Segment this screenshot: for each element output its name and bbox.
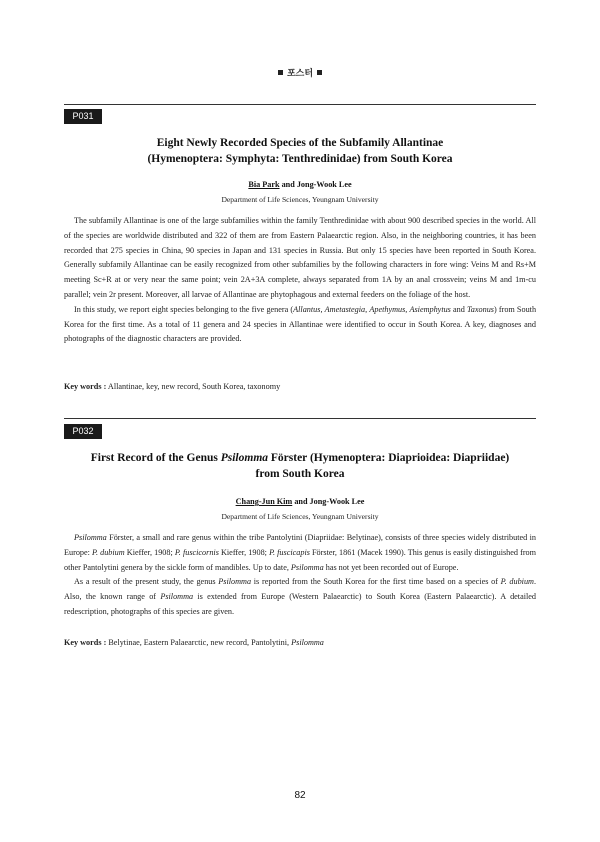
header-label: 포스터 <box>286 69 314 79</box>
presenting-author: Bia Park <box>248 180 280 189</box>
authors <box>64 497 536 506</box>
abstract <box>64 531 536 620</box>
poster-tag: P031 <box>64 109 102 124</box>
keywords-label: Key words : <box>64 382 107 391</box>
title-line: from South Korea <box>255 468 345 480</box>
poster-tag: P032 <box>64 424 102 439</box>
article-title <box>64 450 536 482</box>
keywords-label: Key words : <box>64 638 107 647</box>
affiliation: Department of Life Sciences, Yeungnam University <box>221 512 379 521</box>
co-author: and Jong-Wook Lee <box>292 497 365 506</box>
keywords <box>64 636 536 649</box>
keywords-text: Belytinae, Eastern Palaearctic, new record, Pantolytini, <box>108 638 292 647</box>
keywords-text: Allantinae, key, new record, South Korea, taxonomy <box>107 382 281 391</box>
title-line: First Record of the Genus Psilomma Förster (Hymenoptera: Diaprioidea: Diapriidae) <box>90 452 510 464</box>
title-line: Eight Newly Recorded Species of the Subfamily Allantinae <box>156 137 444 149</box>
authors <box>64 180 536 189</box>
genus-name: Apethymus <box>369 304 406 314</box>
genus-name: Ametastegia <box>324 304 366 314</box>
abstract-paragraph: In this study, we report eight species belonging to the five genera (Allantus, Ametastegia, Apethymus, Asiemphytus and Taxonus) from South Korea for the first time. As a total of 11 genera and 24 species in Allantinae were identified to occur in South Korea. A key, diagnoses and photographs of the diagnostic characters are provided. <box>64 304 537 344</box>
title-line: (Hymenoptera: Symphyta: Tenthredinidae) from South Korea <box>147 153 453 165</box>
abstract-paragraph: Psilomma Förster, a small and rare genus within the tribe Pantolytini (Diapriidae: Belytinae), consists of three species widely distributed in Europe: P. dubium Kieffer, 1908; P. fuscicornis Kieffer, 1908; P. fuscicapis Förster, 1861 (Macek 1990). This genus is easily distinguished from other Pantolytini genera by the sickle form of mandibles. Up to date, Psilomma has not yet been recorded out of Europe. <box>64 533 537 572</box>
square-bullet-icon <box>278 70 283 75</box>
section-divider <box>64 104 536 105</box>
genus-name: Allantus <box>293 304 321 314</box>
running-header <box>0 66 600 79</box>
genus-name: Taxonus <box>467 304 494 314</box>
square-bullet-icon <box>317 70 322 75</box>
genus-name: Asiemphytus <box>409 304 451 314</box>
abstract-paragraph: As a result of the present study, the genus Psilomma is reported from the South Korea for the first time based on a species of P. dubium. Also, the known range of Psilomma is extended from Europe (Western Palaearctic) to South Korea (Eastern Palaearctic). A detailed redescription, photographs of this species are given. <box>64 577 536 616</box>
keywords <box>64 380 536 393</box>
keyword-genus: Psilomma <box>291 638 324 647</box>
page-number: 82 <box>294 790 306 801</box>
abstract-paragraph: The subfamily Allantinae is one of the large subfamilies within the family Tenthredinidae with about 900 described species in the world. All of the species are worldwide distributed and 322 of them are from Eastern Palaearctic region. Also, in the neighboring countries, it has been recorded that 275 species in China, 90 species in Japan and 131 species in Russia. But only 15 species have been reported in South Korea. Generally subfamily Allantinae can be easily recognized from other subfamilies by the following characters in fore wing: Veins M and Rs+M meeting Sc+R at or very near the same point; vein 2A+3A complete, always separated from 1A by an anal crossvein; veins M and 1m-cu parallel; vein 2r present. Moreover, all larvae of Allantinae are phytophagous and external feeders on the foliage of the host. <box>64 216 536 299</box>
abstract <box>64 214 536 347</box>
presenting-author: Chang-Jun Kim <box>235 497 293 506</box>
affiliation: Department of Life Sciences, Yeungnam University <box>221 195 379 204</box>
section-divider <box>64 418 536 419</box>
article-title <box>64 135 536 167</box>
co-author: and Jong-Wook Lee <box>279 180 352 189</box>
title-genus: Psilomma <box>220 452 269 464</box>
